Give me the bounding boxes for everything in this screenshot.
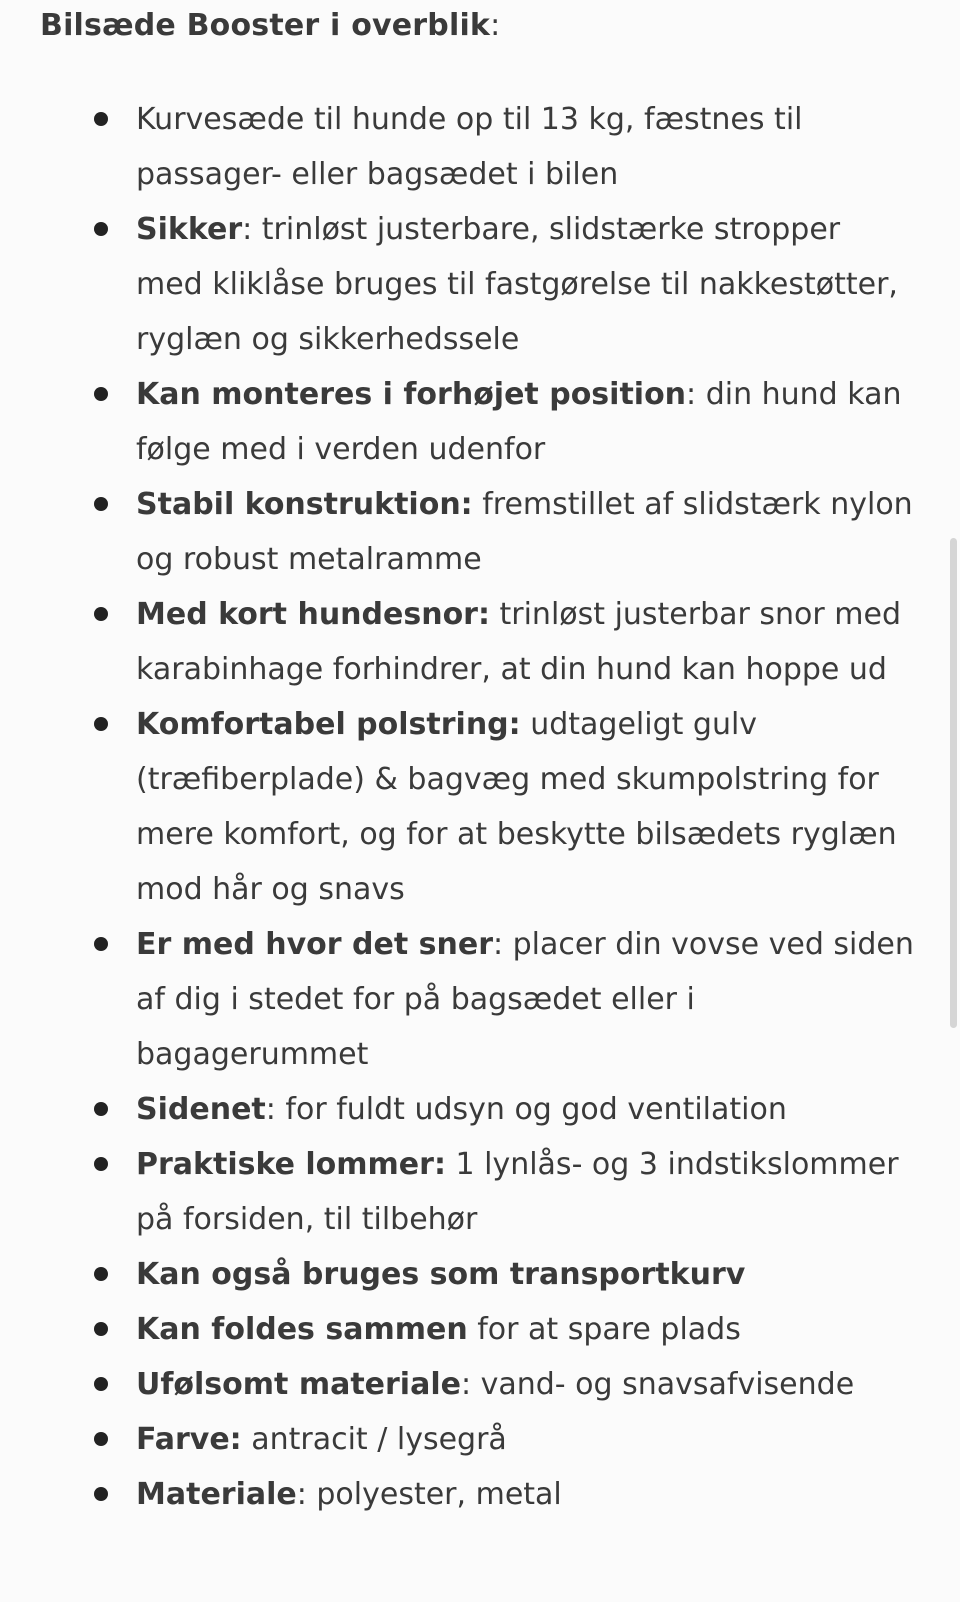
- feature-text: [136, 377, 901, 467]
- feature-text: [136, 707, 897, 907]
- bullet-icon: [94, 1487, 108, 1501]
- bullet-icon: [94, 717, 108, 731]
- bullet-icon: [94, 1267, 108, 1281]
- feature-text: [136, 1312, 741, 1347]
- feature-label: Sidenet: [136, 1092, 266, 1127]
- section-heading-bold: Bilsæde Booster i overblik: [40, 8, 491, 43]
- feature-list: [0, 92, 960, 1522]
- list-item: [0, 697, 916, 917]
- feature-text: [136, 1422, 507, 1457]
- feature-label: Kan monteres i forhøjet position: [136, 377, 687, 412]
- bullet-icon: [94, 112, 108, 126]
- feature-description: : trinløst justerbare, slidstærke stropper med kliklåse bruges til fastgørelse til nakkestøtter, ryglæn og sikkerhedssele: [136, 212, 898, 357]
- list-item: [0, 367, 916, 477]
- feature-description: antracit / lysegrå: [241, 1422, 507, 1457]
- feature-label: Materiale: [136, 1477, 297, 1512]
- bullet-icon: [94, 497, 108, 511]
- feature-text: [136, 1257, 745, 1292]
- section-heading: [40, 6, 500, 46]
- feature-label: Med kort hundesnor:: [136, 597, 490, 632]
- list-item: [0, 202, 916, 367]
- list-item: [0, 917, 916, 1082]
- scrollbar-thumb[interactable]: [950, 538, 957, 1028]
- feature-description: for at spare plads: [467, 1312, 741, 1347]
- list-item: [0, 1467, 916, 1522]
- feature-text: [136, 1367, 854, 1402]
- bullet-icon: [94, 222, 108, 236]
- section-heading-colon: :: [490, 8, 501, 43]
- feature-label: Kan også bruges som transportkurv: [136, 1257, 746, 1292]
- list-item: [0, 477, 916, 587]
- feature-text: [136, 597, 901, 687]
- list-item: [0, 1247, 916, 1302]
- bullet-icon: [94, 1322, 108, 1336]
- list-item: [0, 1302, 916, 1357]
- feature-description: : polyester, metal: [296, 1477, 562, 1512]
- feature-text: [136, 1092, 787, 1127]
- feature-label: Komfortabel polstring:: [136, 707, 521, 742]
- list-item: [0, 1137, 916, 1247]
- bullet-icon: [94, 937, 108, 951]
- feature-text: [136, 102, 803, 192]
- feature-description: Kurvesæde til hunde op til 13 kg, fæstnes til passager- eller bagsædet i bilen: [136, 102, 803, 192]
- feature-text: [136, 1477, 562, 1512]
- list-item: [0, 92, 916, 202]
- feature-label: Farve:: [136, 1422, 242, 1457]
- feature-label: Er med hvor det sner: [136, 927, 493, 962]
- list-item: [0, 587, 916, 697]
- feature-description: : din hund kan følge med i verden udenfor: [136, 377, 902, 467]
- feature-description: : vand- og snavsafvisende: [460, 1367, 855, 1402]
- feature-label: Praktiske lommer:: [136, 1147, 446, 1182]
- feature-description: 1 lynlås- og 3 indstikslommer på forsiden, til tilbehør: [136, 1147, 899, 1237]
- bullet-icon: [94, 1102, 108, 1116]
- list-item: [0, 1357, 916, 1412]
- feature-label: Stabil konstruktion:: [136, 487, 473, 522]
- feature-text: [136, 1147, 899, 1237]
- feature-label: Sikker: [136, 212, 243, 247]
- bullet-icon: [94, 1157, 108, 1171]
- feature-description: trinløst justerbar snor med karabinhage forhindrer, at din hund kan hoppe ud: [136, 597, 901, 687]
- feature-description: udtageligt gulv (træfiberplade) & bagvæg med skumpolstring for mere komfort, og for at beskytte bilsædets ryglæn mod hår og snavs: [136, 707, 897, 907]
- scrollbar[interactable]: [946, 0, 960, 1602]
- feature-label: Ufølsomt materiale: [136, 1367, 461, 1402]
- bullet-icon: [94, 607, 108, 621]
- feature-text: [136, 212, 898, 357]
- feature-label: Kan foldes sammen: [136, 1312, 468, 1347]
- list-item: [0, 1412, 916, 1467]
- feature-description: : placer din vovse ved siden af dig i stedet for på bagsædet eller i bagagerummet: [136, 927, 914, 1072]
- feature-text: [136, 487, 913, 577]
- bullet-icon: [94, 1432, 108, 1446]
- bullet-icon: [94, 387, 108, 401]
- feature-text: [136, 927, 914, 1072]
- feature-description: : for fuldt udsyn og god ventilation: [265, 1092, 787, 1127]
- bullet-icon: [94, 1377, 108, 1391]
- list-item: [0, 1082, 916, 1137]
- feature-description: fremstillet af slidstærk nylon og robust metalramme: [136, 487, 913, 577]
